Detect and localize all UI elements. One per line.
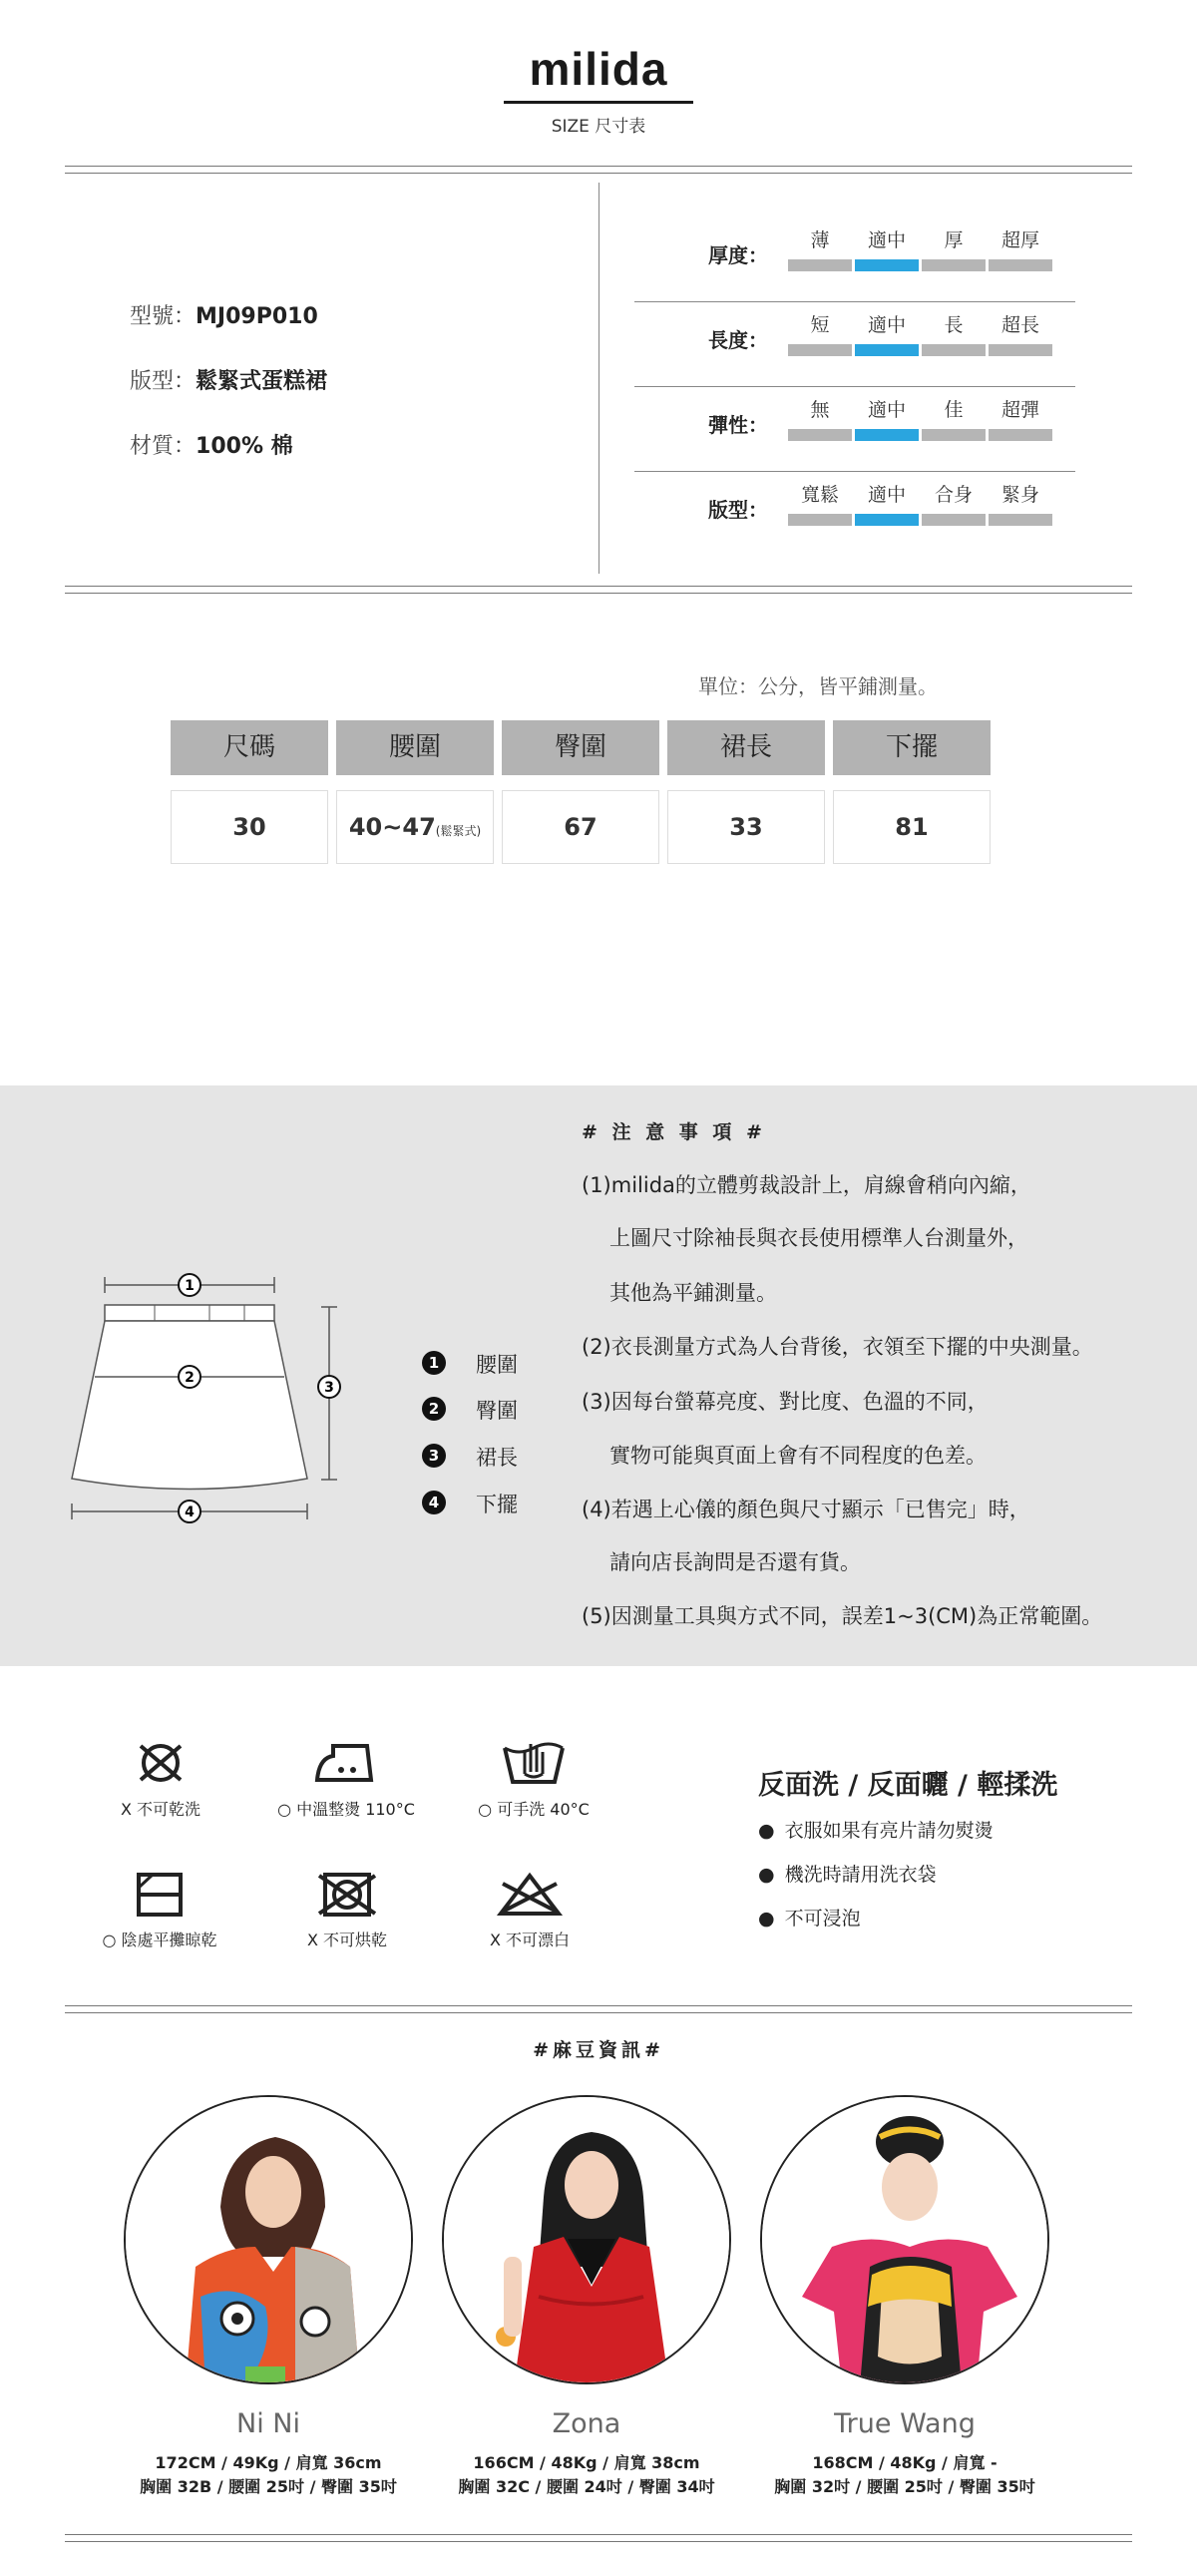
skirt-diagram: [60, 1262, 359, 1536]
attribute-bar: [788, 344, 852, 356]
note-line: 上圖尺寸除袖長與衣長使用標準人台測量外，: [609, 1226, 1028, 1250]
legend-label: 腰圍: [476, 1353, 518, 1377]
header-waist: 腰圍: [336, 720, 494, 775]
hand-wash-icon: [499, 1734, 569, 1790]
attribute-option: 短: [810, 314, 830, 336]
attribute-option: 適中: [867, 229, 906, 251]
attribute-bar: [788, 259, 852, 271]
care-label: ○ 陰處平攤晾乾: [102, 1931, 217, 1949]
divider: [65, 166, 1132, 174]
model-figure-icon: [126, 2097, 413, 2384]
attribute-bar: [788, 429, 852, 441]
cell-length: 33: [667, 790, 825, 864]
legend-label: 裙長: [476, 1446, 518, 1470]
attribute-option: 寬鬆: [800, 484, 839, 506]
attribute-bar-selected: [855, 344, 919, 356]
attribute-option: 適中: [867, 484, 906, 506]
attribute-bar: [788, 514, 852, 526]
no-dry-clean-icon: [131, 1738, 191, 1788]
model-stats: 166CM / 48Kg / 肩寬 38cm: [473, 2453, 700, 2472]
model-figure-icon: [444, 2097, 731, 2384]
wash-item: ● 衣服如果有亮片請勿熨燙: [758, 1816, 994, 1843]
product-material: 材質：100% 棉: [130, 434, 293, 459]
care-label: X 不可乾洗: [120, 1800, 201, 1819]
care-label: ○ 中溫整燙 110°C: [277, 1800, 415, 1819]
models-title: #麻豆資訊#: [533, 2039, 664, 2061]
model-stats: 172CM / 49Kg / 肩寬 36cm: [155, 2453, 382, 2472]
attribute-option: 長: [944, 314, 964, 336]
attribute-bar: [922, 344, 986, 356]
header-length: 裙長: [667, 720, 825, 775]
attribute-option: 適中: [867, 314, 906, 336]
note-line: (1)milida的立體剪裁設計上，肩線會稍向內縮，: [582, 1173, 1031, 1197]
divider: [65, 2005, 1132, 2013]
model-stats: 胸圍 32C / 腰圍 24吋 / 臀圍 34吋: [458, 2477, 715, 2496]
model-photo: [442, 2095, 731, 2384]
legend-label: 下擺: [476, 1493, 518, 1516]
attribute-bar-selected: [855, 259, 919, 271]
care-label: X 不可烘乾: [306, 1931, 388, 1949]
product-fit: 版型：鬆緊式蛋糕裙: [130, 369, 328, 394]
attribute-bar: [922, 259, 986, 271]
attribute-option: 無: [810, 399, 830, 421]
attribute-bar-selected: [855, 514, 919, 526]
model-figure-icon: [762, 2097, 1049, 2384]
marker-3: 3: [324, 1380, 334, 1396]
attribute-label: 厚度：: [708, 243, 768, 267]
product-model: 型號：MJ09P010: [130, 304, 318, 329]
cell-waist: 40~47(鬆緊式): [336, 790, 494, 864]
dry-flat-shade-icon: [133, 1870, 187, 1920]
vertical-divider: [598, 183, 599, 574]
attribute-bar-selected: [855, 429, 919, 441]
legend-num: 3: [422, 1444, 446, 1468]
legend-num: 2: [422, 1397, 446, 1421]
attribute-option: 適中: [867, 399, 906, 421]
model-stats: 168CM / 48Kg / 肩寬 -: [812, 2453, 998, 2472]
attribute-bar: [922, 429, 986, 441]
legend-num: 1: [422, 1351, 446, 1375]
attribute-option: 超長: [1000, 314, 1039, 336]
attribute-option: 合身: [934, 484, 973, 506]
model-photo: [760, 2095, 1049, 2384]
attribute-option: 佳: [944, 399, 964, 421]
model-name: Zona: [552, 2408, 621, 2439]
attribute-bar: [989, 344, 1052, 356]
attribute-bar: [989, 514, 1052, 526]
note-line: (3)因每台螢幕亮度、對比度、色溫的不同，: [582, 1390, 989, 1414]
note-line: 實物可能與頁面上會有不同程度的色差。: [609, 1444, 987, 1468]
wash-item: ● 機洗時請用洗衣袋: [758, 1860, 937, 1887]
no-bleach-icon: [495, 1870, 565, 1920]
attribute-option: 超厚: [1000, 229, 1039, 251]
brand-underline: [504, 101, 693, 104]
attribute-option: 超彈: [1000, 399, 1039, 421]
cell-hip: 67: [502, 790, 659, 864]
marker-4: 4: [185, 1504, 195, 1520]
model-name: Ni Ni: [236, 2408, 300, 2439]
model-stats: 胸圍 32吋 / 腰圍 25吋 / 臀圍 35吋: [774, 2477, 1035, 2496]
attribute-option: 緊身: [1000, 484, 1039, 506]
marker-1: 1: [185, 1278, 195, 1294]
brand-logo: milida: [529, 43, 668, 95]
no-tumble-dry-icon: [315, 1870, 379, 1920]
legend-label: 臀圍: [476, 1399, 518, 1423]
attribute-bar: [922, 514, 986, 526]
attribute-label: 長度：: [708, 328, 768, 352]
notes-title: # 注 意 事 項 #: [582, 1121, 766, 1143]
care-label: ○ 可手洗 40°C: [478, 1800, 590, 1819]
attribute-option: 薄: [810, 229, 830, 251]
attribute-bar: [989, 429, 1052, 441]
note-line: 請向店長詢問是否還有貨。: [609, 1550, 861, 1574]
note-line: (4)若遇上心儀的顏色與尺寸顯示「已售完」時，: [582, 1498, 1030, 1521]
model-photo: [124, 2095, 413, 2384]
model-name: True Wang: [834, 2408, 976, 2439]
header-hip: 臀圍: [502, 720, 659, 775]
model-stats: 胸圍 32B / 腰圍 25吋 / 臀圍 35吋: [140, 2477, 397, 2496]
wash-item: ● 不可浸泡: [758, 1904, 861, 1931]
attribute-separator: [634, 301, 1075, 302]
attribute-separator: [634, 386, 1075, 387]
note-line: (2)衣長測量方式為人台背後，衣領至下擺的中央測量。: [582, 1335, 1093, 1359]
attribute-label: 版型：: [708, 498, 768, 522]
unit-note: 單位：公分，皆平鋪測量。: [698, 674, 938, 698]
cell-hem: 81: [833, 790, 991, 864]
care-label: X 不可漂白: [489, 1931, 571, 1949]
iron-medium-icon: [311, 1738, 381, 1788]
wash-title: 反面洗 / 反面曬 / 輕揉洗: [758, 1770, 1058, 1801]
divider: [65, 2534, 1132, 2542]
cell-size: 30: [171, 790, 328, 864]
attribute-separator: [634, 471, 1075, 472]
attribute-bar: [989, 259, 1052, 271]
header-hem: 下擺: [833, 720, 991, 775]
note-line: (5)因測量工具與方式不同，誤差1~3(CM)為正常範圍。: [582, 1604, 1103, 1628]
attribute-option: 厚: [944, 229, 964, 251]
attribute-label: 彈性：: [708, 413, 768, 437]
size-chart-subtitle: SIZE 尺寸表: [551, 117, 646, 137]
header-size: 尺碼: [171, 720, 328, 775]
divider: [65, 586, 1132, 594]
legend-num: 4: [422, 1491, 446, 1514]
note-line: 其他為平鋪測量。: [609, 1281, 777, 1305]
marker-2: 2: [185, 1370, 195, 1386]
